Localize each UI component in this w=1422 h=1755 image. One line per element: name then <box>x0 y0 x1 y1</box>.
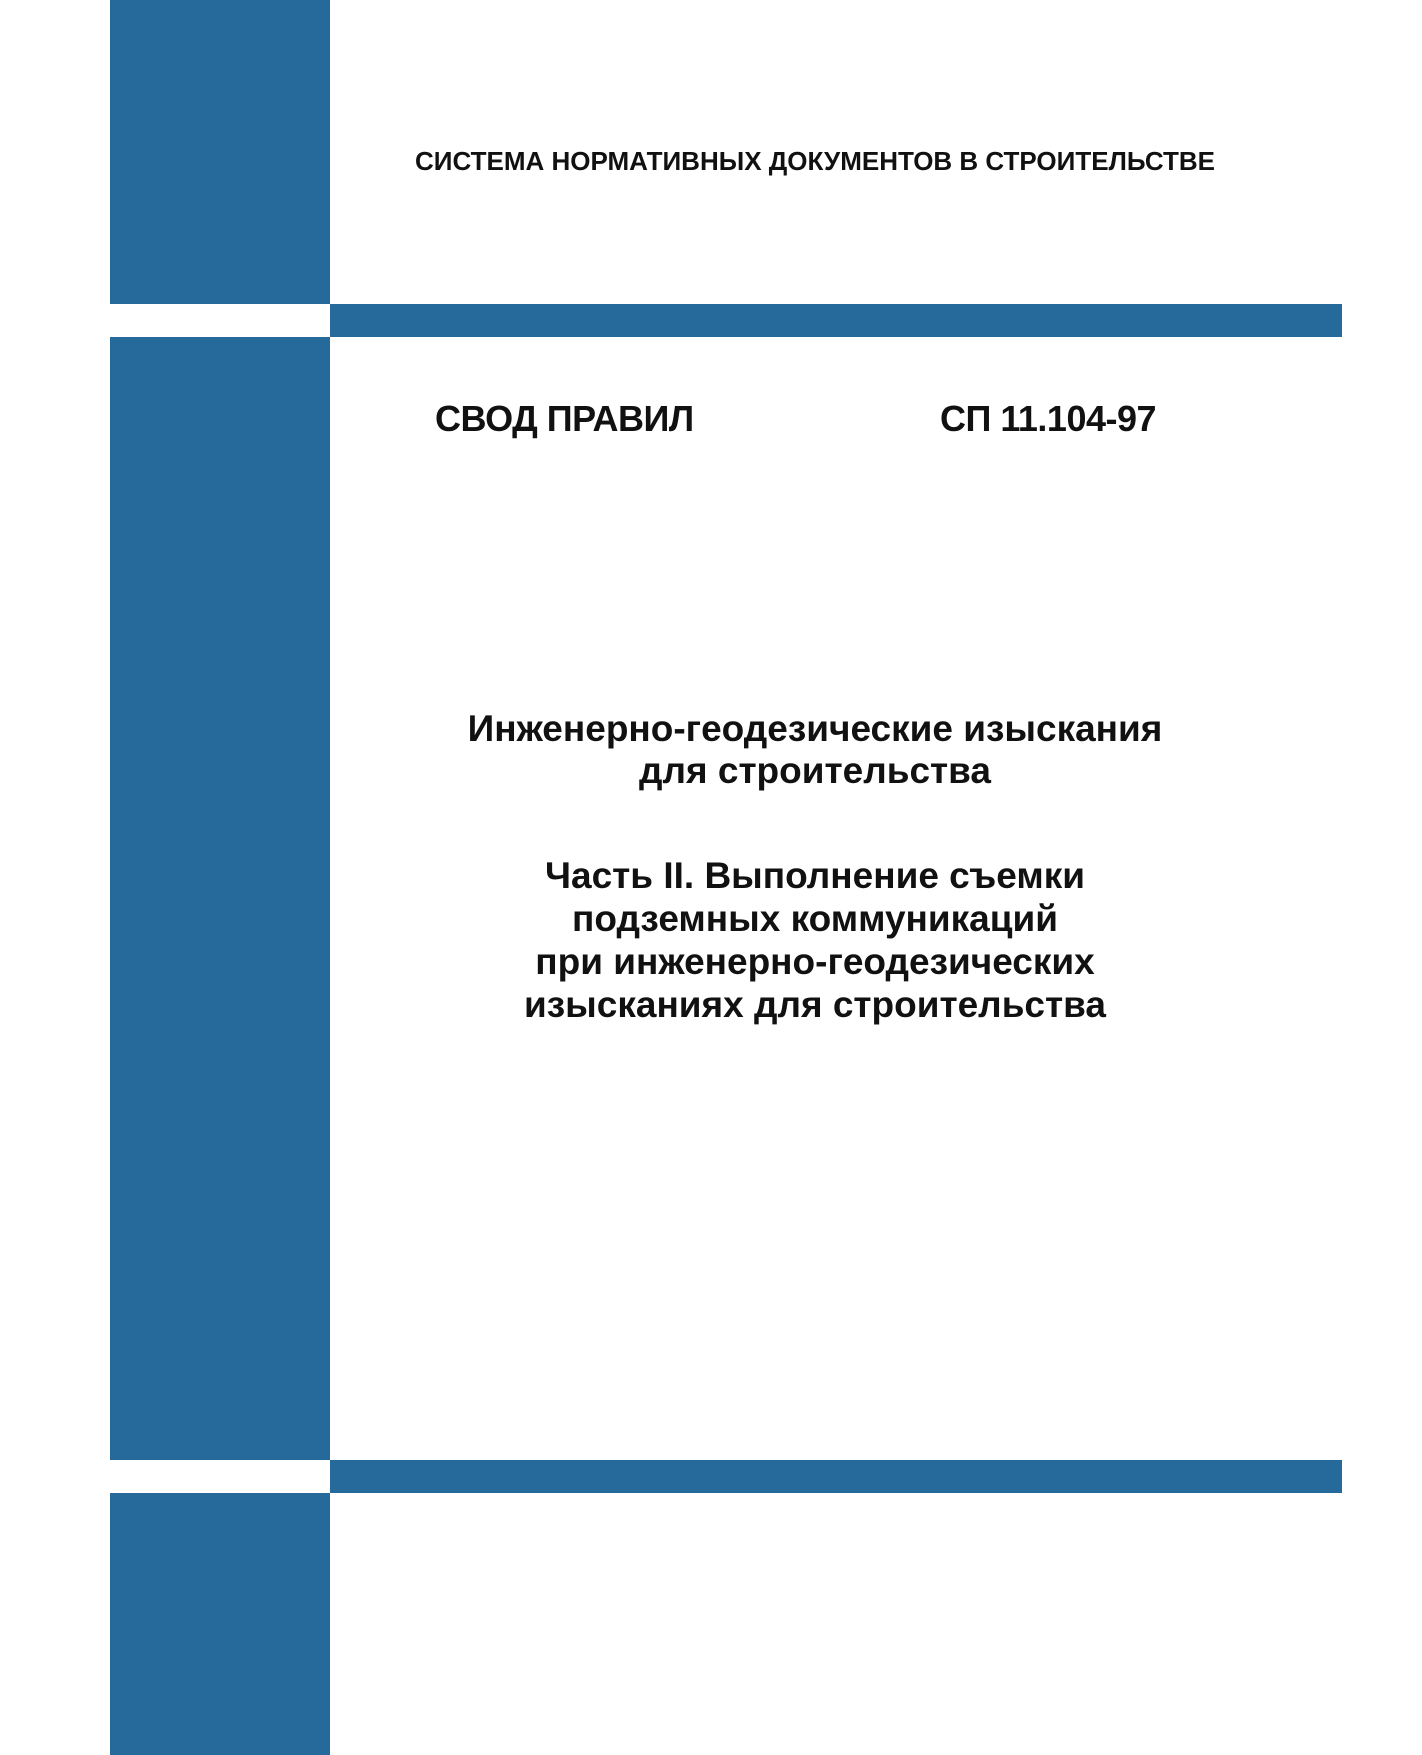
document-title <box>380 708 1250 792</box>
document-title-line: Инженерно-геодезические изыскания <box>467 708 1163 749</box>
cover-blue-block-middle <box>110 337 330 1460</box>
document-code: СП 11.104-97 <box>940 398 1157 439</box>
cover-blue-stripe-bottom <box>330 1460 1342 1493</box>
cover-blue-block-bottom <box>110 1493 330 1755</box>
document-type-label: СВОД ПРАВИЛ <box>435 398 694 439</box>
document-subtitle-line: при инженерно-геодезических <box>535 941 1095 982</box>
document-subtitle-line: Часть II. Выполнение съемки <box>545 855 1085 896</box>
series-heading: СИСТЕМА НОРМАТИВНЫХ ДОКУМЕНТОВ В СТРОИТЕЛЬСТВЕ <box>415 146 1215 176</box>
document-subtitle <box>380 854 1250 1026</box>
document-subtitle-line: изысканиях для строительства <box>524 984 1106 1025</box>
cover-blue-block-top <box>110 0 330 304</box>
cover-blue-stripe-top <box>330 304 1342 337</box>
document-subtitle-line: подземных коммуникаций <box>572 898 1058 939</box>
document-title-line: для строительства <box>639 750 991 791</box>
